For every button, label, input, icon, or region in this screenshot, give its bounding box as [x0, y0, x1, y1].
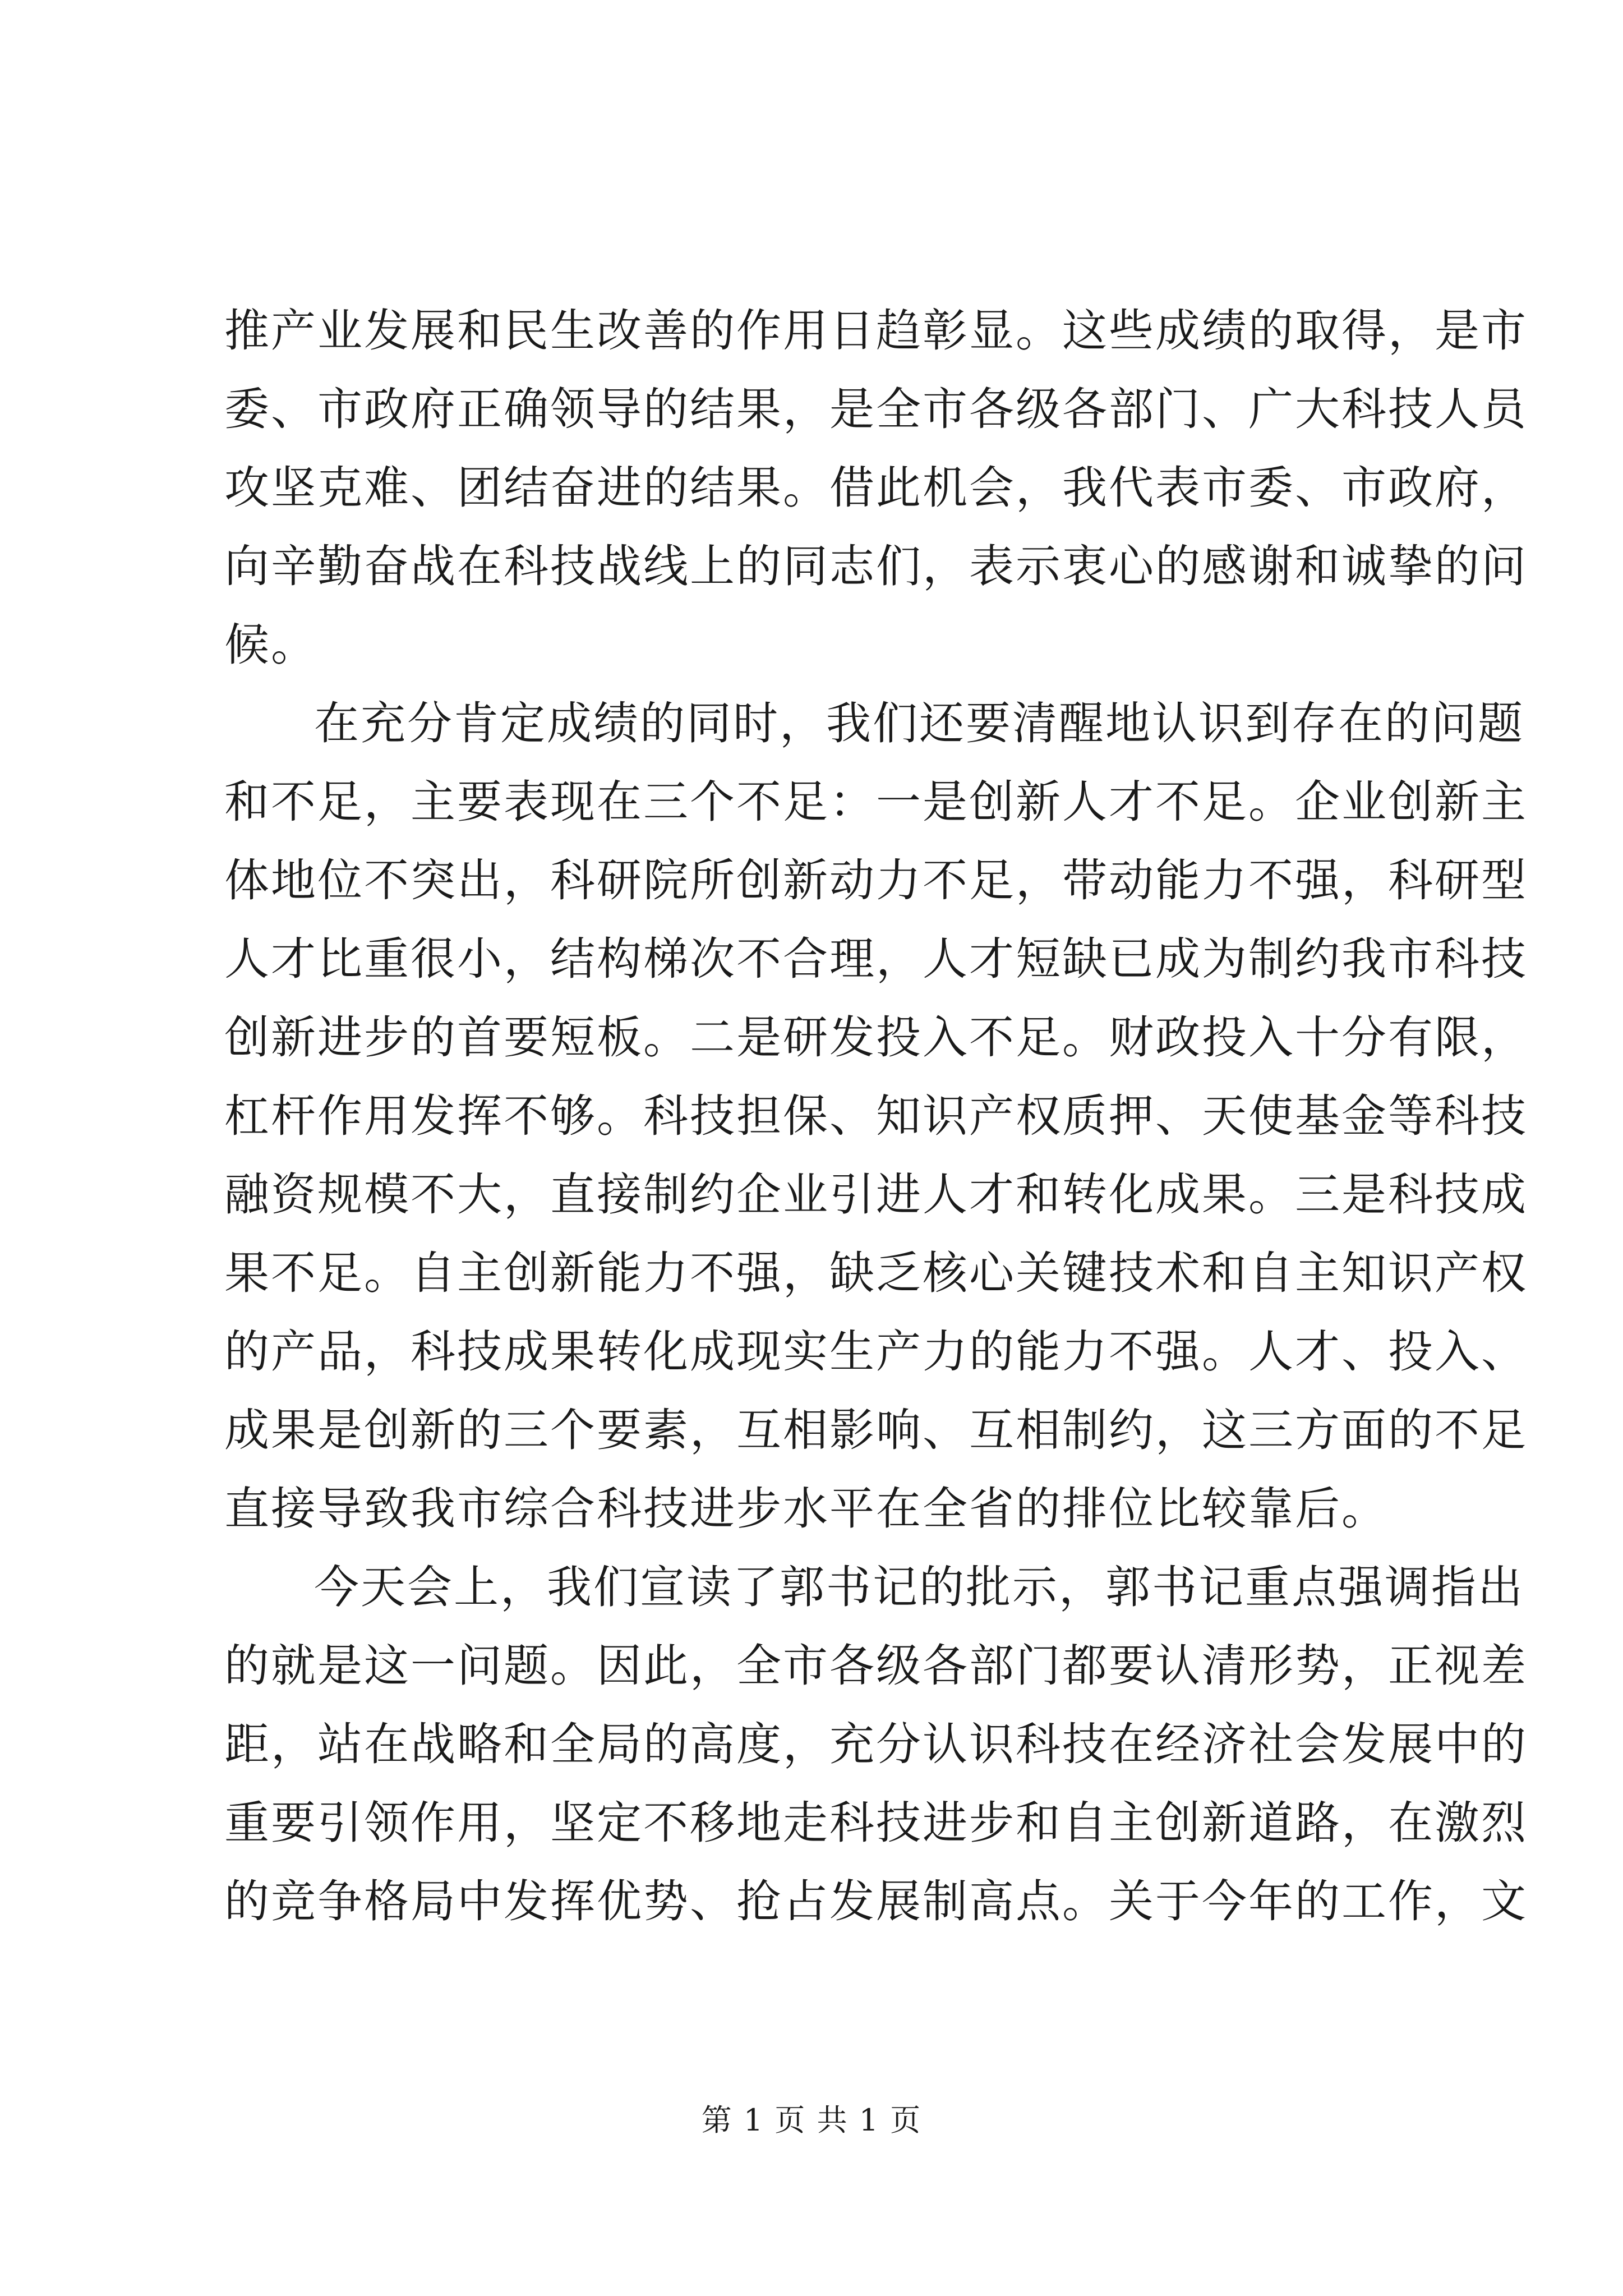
text-line: 候。	[224, 619, 317, 671]
text-line: 重要引领作用，坚定不移地走科技进步和自主创新道路，在激烈	[224, 1797, 1528, 1849]
text-line: 今天会上，我们宣读了郭书记的批示，郭书记重点强调指出	[314, 1561, 1524, 1613]
text-line: 的竞争格局中发挥优势、抢占发展制高点。关于今年的工作，文	[224, 1875, 1528, 1927]
paragraph-1	[224, 292, 1528, 684]
text-line: 果不足。自主创新能力不强，缺乏核心关键技术和自主知识产权	[224, 1247, 1528, 1299]
text-line: 的产品，科技成果转化成现实生产力的能力不强。人才、投入、	[224, 1326, 1528, 1378]
text-line: 委、市政府正确领导的结果，是全市各级各部门、广大科技人员	[224, 383, 1528, 435]
paragraph-3	[224, 1548, 1528, 1941]
text-line: 成果是创新的三个要素，互相影响、互相制约，这三方面的不足	[224, 1404, 1528, 1456]
text-line: 和不足，主要表现在三个不足：一是创新人才不足。企业创新主	[224, 776, 1528, 828]
text-line: 杠杆作用发挥不够。科技担保、知识产权质押、天使基金等科技	[224, 1090, 1528, 1142]
page-number-label: 第 1 页 共 1 页	[701, 2102, 922, 2138]
page-footer	[0, 2101, 1623, 2140]
text-line: 体地位不突出，科研院所创新动力不足，带动能力不强，科研型	[224, 854, 1528, 907]
body-text	[224, 292, 1528, 1941]
text-line: 距，站在战略和全局的高度，充分认识科技在经济社会发展中的	[224, 1718, 1528, 1770]
text-line: 直接导致我市综合科技进步水平在全省的排位比较靠后。	[224, 1483, 1388, 1535]
text-line: 创新进步的首要短板。二是研发投入不足。财政投入十分有限，	[224, 1011, 1528, 1064]
text-line: 向辛勤奋战在科技战线上的同志们，表示衷心的感谢和诚挚的问	[224, 540, 1528, 592]
text-line: 的就是这一问题。因此，全市各级各部门都要认清形势，正视差	[224, 1640, 1528, 1692]
paragraph-2	[224, 684, 1528, 1548]
text-line: 推产业发展和民生改善的作用日趋彰显。这些成绩的取得，是市	[224, 305, 1528, 357]
text-line: 融资规模不大，直接制约企业引进人才和转化成果。三是科技成	[224, 1168, 1528, 1221]
text-line: 人才比重很小，结构梯次不合理，人才短缺已成为制约我市科技	[224, 933, 1528, 985]
text-line: 在充分肯定成绩的同时，我们还要清醒地认识到存在的问题	[314, 697, 1524, 749]
text-line: 攻坚克难、团结奋进的结果。借此机会，我代表市委、市政府，	[224, 462, 1528, 514]
